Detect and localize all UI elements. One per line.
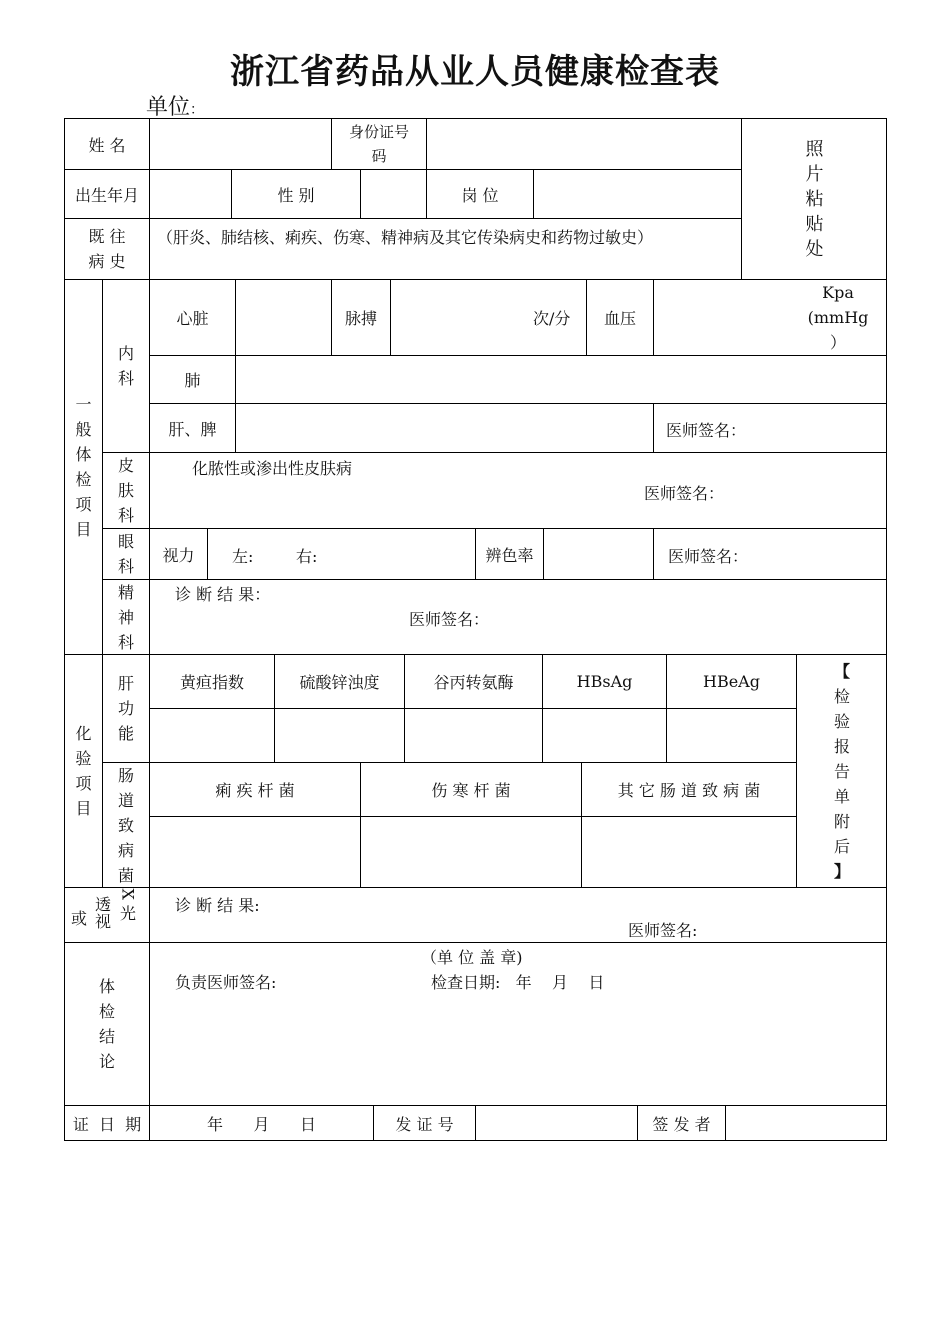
lab-value-hbeag[interactable] — [666, 708, 796, 762]
xray-fluoro-char: 透 — [95, 895, 112, 914]
cert-no-field[interactable] — [475, 1105, 637, 1141]
lab-value-hbsag[interactable] — [542, 708, 666, 762]
photo-char: 贴 — [805, 213, 824, 235]
xray-x-char: 光 — [120, 904, 137, 923]
derm-char: 科 — [117, 506, 134, 525]
post-field[interactable] — [533, 169, 741, 218]
section-char: 项 — [75, 495, 92, 514]
section-char: 检 — [75, 470, 92, 489]
id-number-label — [331, 118, 426, 169]
liver-function-label — [102, 654, 149, 762]
liver-func-char: 能 — [117, 724, 134, 743]
name-label — [64, 118, 149, 169]
history-label — [64, 218, 149, 279]
heart-field[interactable] — [235, 279, 331, 355]
xray-label — [64, 887, 149, 942]
pulse-label — [331, 279, 390, 355]
birth-label — [64, 169, 149, 218]
birth-text: 出生年月 — [74, 185, 139, 205]
general-section-label — [64, 279, 102, 654]
lab-value-alt[interactable] — [404, 708, 542, 762]
intestinal-char: 病 — [117, 840, 134, 860]
color-vision-label — [475, 528, 543, 579]
intestinal-char: 道 — [117, 790, 134, 810]
gender-text: 性 别 — [277, 185, 315, 205]
bacteria-dysentery — [149, 762, 360, 816]
lab-section-label — [64, 654, 102, 887]
eye-doctor-sign: 医师签名： — [668, 547, 749, 566]
lab-value-zinc[interactable] — [274, 708, 404, 762]
name-label-text: 姓 名 — [88, 135, 126, 155]
psych-diagnosis: 诊 断 结 果： — [175, 585, 271, 604]
xray-field[interactable] — [149, 887, 887, 942]
bacteria-value-typhoid[interactable] — [360, 816, 581, 887]
cert-date-ymd: 年 月 日 — [206, 1115, 317, 1134]
liver-spleen-field[interactable] — [235, 403, 653, 452]
section-char: 一 — [75, 395, 92, 414]
gender-field[interactable] — [360, 169, 426, 218]
pulse-unit: 次/分 — [533, 309, 571, 328]
bp-unit-line: Kpa — [822, 283, 854, 302]
cert-date-label — [64, 1105, 149, 1141]
xray-xlight — [120, 888, 136, 922]
intestinal-char: 肠 — [117, 765, 134, 785]
history-label-line: 既 往 — [88, 227, 126, 246]
psych-char: 神 — [117, 607, 134, 627]
photo-area[interactable] — [741, 118, 887, 279]
eye-label — [102, 528, 149, 579]
derm-char: 肤 — [117, 481, 134, 500]
xray-x-char: X — [118, 888, 138, 900]
attach-char: 检 — [833, 686, 850, 706]
cert-date-text: 证 日 期 — [72, 1115, 142, 1134]
page-title: 浙江省药品从业人员健康检查表 — [230, 52, 720, 92]
photo-char: 照 — [805, 138, 824, 160]
lab-item-text: HBeAg — [703, 672, 760, 691]
history-label-line: 病 史 — [88, 252, 126, 271]
bp-text: 血压 — [603, 309, 636, 328]
bp-label — [586, 279, 653, 355]
heart-label — [149, 279, 235, 355]
section-char: 目 — [75, 520, 92, 539]
cert-date-field[interactable] — [149, 1105, 373, 1141]
derm-note: 化脓性或渗出性皮肤病 — [192, 459, 353, 478]
bacteria-text: 痢 疾 杆 菌 — [215, 781, 295, 800]
bacteria-text: 其 它 肠 道 致 病 菌 — [617, 781, 761, 800]
psych-doctor-sign: 医师签名： — [409, 610, 490, 629]
color-vision-field[interactable] — [543, 528, 653, 579]
liver-spleen-label — [149, 403, 235, 452]
attach-char: 单 — [833, 786, 850, 806]
unit-label-text: 单位 — [146, 95, 191, 120]
id-number-field[interactable] — [426, 118, 741, 169]
conclusion-label — [64, 942, 149, 1105]
attach-char: 附 — [833, 811, 850, 831]
lab-char: 验 — [75, 749, 92, 768]
cert-no-label — [373, 1105, 475, 1141]
conclusion-char: 结 — [98, 1027, 115, 1046]
name-field[interactable] — [149, 118, 331, 169]
vision-right: 右: — [296, 547, 318, 566]
lab-item-text: 谷丙转氨酶 — [433, 673, 514, 692]
birth-field[interactable] — [149, 169, 231, 218]
unit-colon: ： — [190, 102, 205, 118]
derm-label — [102, 452, 149, 528]
bacteria-text: 伤 寒 杆 菌 — [431, 781, 511, 800]
exam-date: 检查日期: 年 月 日 — [431, 973, 605, 992]
lung-field[interactable] — [235, 355, 887, 403]
section-char: 般 — [75, 420, 92, 439]
vision-label — [149, 528, 207, 579]
attach-char: 【 — [833, 661, 850, 681]
intestinal-char: 致 — [117, 815, 134, 835]
conclusion-char: 体 — [98, 977, 115, 996]
issuer-field[interactable] — [725, 1105, 887, 1141]
pulse-text: 脉搏 — [344, 309, 377, 328]
history-note: （肝炎、肺结核、痢疾、伤寒、精神病及其它传染病史和药物过敏史） — [157, 228, 654, 247]
internal-medicine-label — [102, 279, 149, 452]
lab-char: 目 — [75, 799, 92, 818]
cert-no-text: 发 证 号 — [395, 1115, 454, 1134]
unit-seal: （单 位 盖 章) — [421, 948, 523, 967]
vision-text: 视力 — [162, 545, 195, 565]
liver-func-char: 功 — [117, 699, 134, 718]
color-vision-text: 辨色率 — [485, 545, 534, 565]
bacteria-typhoid — [360, 762, 581, 816]
lab-item-hbeag — [666, 654, 796, 708]
bp-unit-line: ） — [829, 333, 846, 352]
issuer-label — [637, 1105, 725, 1141]
attach-char: 告 — [833, 761, 850, 781]
internal-char: 内 — [117, 344, 134, 363]
lab-item-hbsag — [542, 654, 666, 708]
lab-item-jaundice — [149, 654, 274, 708]
vision-left: 左: — [232, 547, 254, 566]
id-number-text: 身份证号码 — [348, 123, 409, 165]
liver-spleen-text: 肝、脾 — [168, 419, 217, 439]
internal-char: 科 — [117, 369, 134, 388]
intestinal-char: 菌 — [117, 865, 134, 885]
lab-item-alt — [404, 654, 542, 708]
psych-char: 科 — [117, 632, 134, 652]
lab-item-text: 硫酸锌浊度 — [299, 673, 380, 692]
bp-unit — [806, 280, 870, 355]
psych-label — [102, 579, 149, 654]
conclusion-char: 检 — [98, 1002, 115, 1021]
attach-char: 】 — [833, 861, 850, 881]
gender-label — [231, 169, 360, 218]
lung-label — [149, 355, 235, 403]
post-label — [426, 169, 533, 218]
eye-char: 眼 — [117, 532, 134, 551]
xray-doctor-sign: 医师签名: — [628, 921, 698, 940]
post-text: 岗 位 — [461, 185, 499, 205]
photo-char: 粘 — [805, 188, 824, 210]
attach-char: 报 — [833, 736, 850, 756]
lung-text: 肺 — [184, 371, 201, 390]
lab-item-text: 黄疸指数 — [179, 673, 244, 692]
photo-char: 处 — [805, 238, 824, 260]
attach-char: 后 — [833, 836, 850, 856]
issuer-text: 签 发 者 — [652, 1115, 711, 1134]
internal-doctor-sign: 医师签名： — [666, 421, 747, 440]
bacteria-value-dysentery[interactable] — [149, 816, 360, 887]
bp-unit-line: (mmHg — [807, 308, 869, 327]
lab-value-jaundice[interactable] — [149, 708, 274, 762]
unit-label — [146, 90, 204, 121]
conclusion-char: 论 — [98, 1052, 115, 1071]
lab-report-attached-note — [796, 654, 887, 887]
psych-char: 精 — [117, 582, 134, 602]
chief-doctor-sign: 负责医师签名: — [175, 973, 277, 992]
lab-item-text: HBsAg — [576, 672, 633, 691]
lab-char: 项 — [75, 774, 92, 793]
derm-char: 皮 — [117, 456, 134, 475]
liver-func-char: 肝 — [117, 674, 134, 693]
xray-fluoro-char: 视 — [95, 912, 112, 931]
xray-diagnosis: 诊 断 结 果: — [175, 896, 260, 915]
xray-fluoro — [95, 896, 111, 930]
lab-char: 化 — [75, 724, 92, 743]
section-char: 体 — [75, 445, 92, 464]
heart-text: 心脏 — [176, 309, 209, 328]
bacteria-value-other[interactable] — [581, 816, 796, 887]
photo-char: 片 — [805, 163, 824, 185]
intestinal-pathogen-label — [102, 762, 149, 887]
lab-item-zinc — [274, 654, 404, 708]
bacteria-other — [581, 762, 796, 816]
attach-char: 验 — [833, 711, 850, 731]
xray-or: 或 — [71, 909, 88, 928]
eye-char: 科 — [117, 557, 134, 576]
derm-doctor-sign: 医师签名： — [644, 484, 725, 503]
